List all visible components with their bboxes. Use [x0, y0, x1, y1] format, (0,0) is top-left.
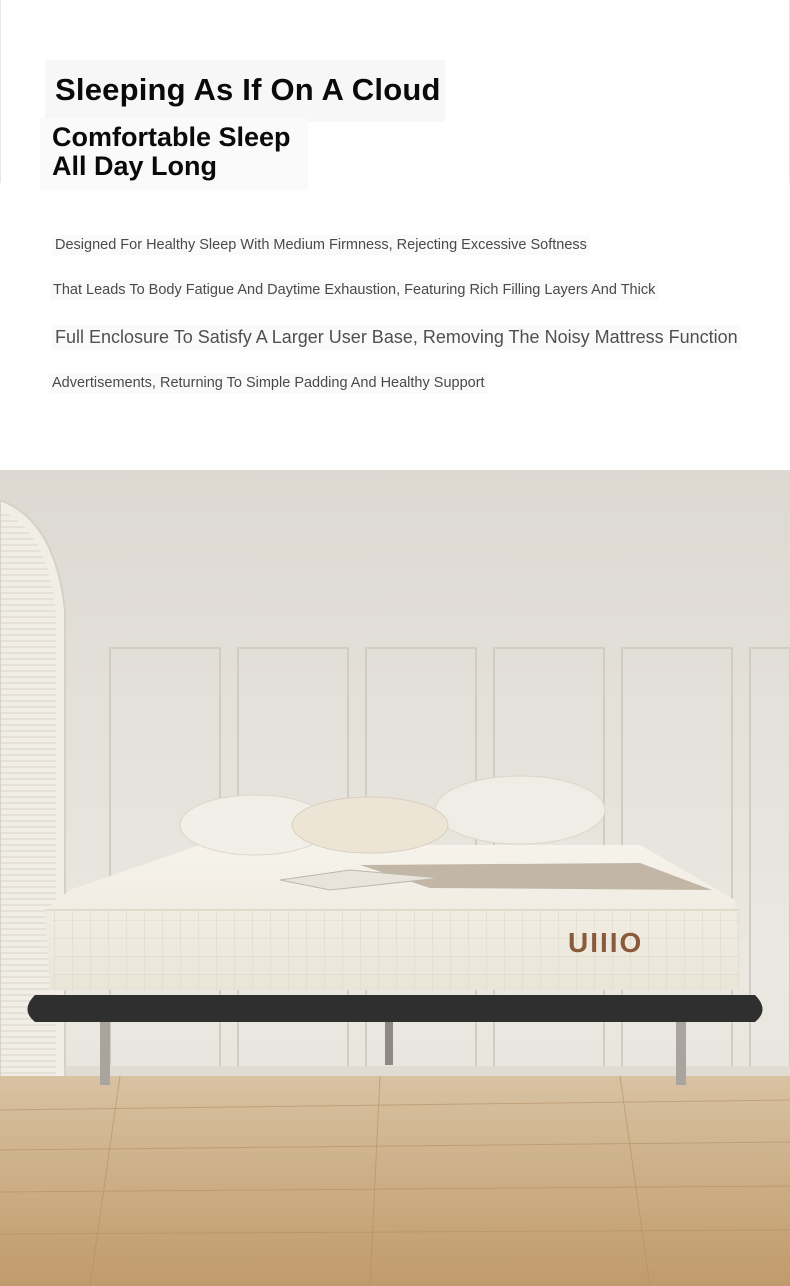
mattress-product-photo	[0, 470, 790, 1286]
intro-panel	[0, 0, 790, 470]
left-border	[0, 0, 1, 183]
description-line-4: Advertisements, Returning To Simple Padding And Healthy Support	[49, 373, 488, 393]
subheadline-line-1: Comfortable Sleep	[52, 122, 291, 152]
pillow-textured	[292, 797, 448, 853]
baseboard	[0, 1066, 790, 1076]
bed-leg-center	[385, 1015, 393, 1065]
page-headline: Sleeping As If On A Cloud	[55, 72, 441, 107]
bed-frame	[28, 995, 763, 1022]
description-line-3: Full Enclosure To Satisfy A Larger User Base, Removing The Noisy Mattress Function	[52, 325, 741, 350]
description-line-2: That Leads To Body Fatigue And Daytime Exhaustion, Featuring Rich Filling Layers And Thick	[50, 280, 658, 300]
bed-leg-right	[676, 1015, 686, 1085]
brand-mark: UIIIO	[568, 927, 644, 958]
bedroom-scene-illustration	[0, 470, 790, 1286]
wooden-floor	[0, 1076, 790, 1286]
subheadline-line-2: All Day Long	[52, 151, 218, 181]
bed-leg-left	[100, 1015, 110, 1085]
pillow-right	[435, 776, 605, 844]
page-subheadline	[52, 123, 291, 181]
description-line-1: Designed For Healthy Sleep With Medium Firmness, Rejecting Excessive Softness	[52, 235, 590, 255]
